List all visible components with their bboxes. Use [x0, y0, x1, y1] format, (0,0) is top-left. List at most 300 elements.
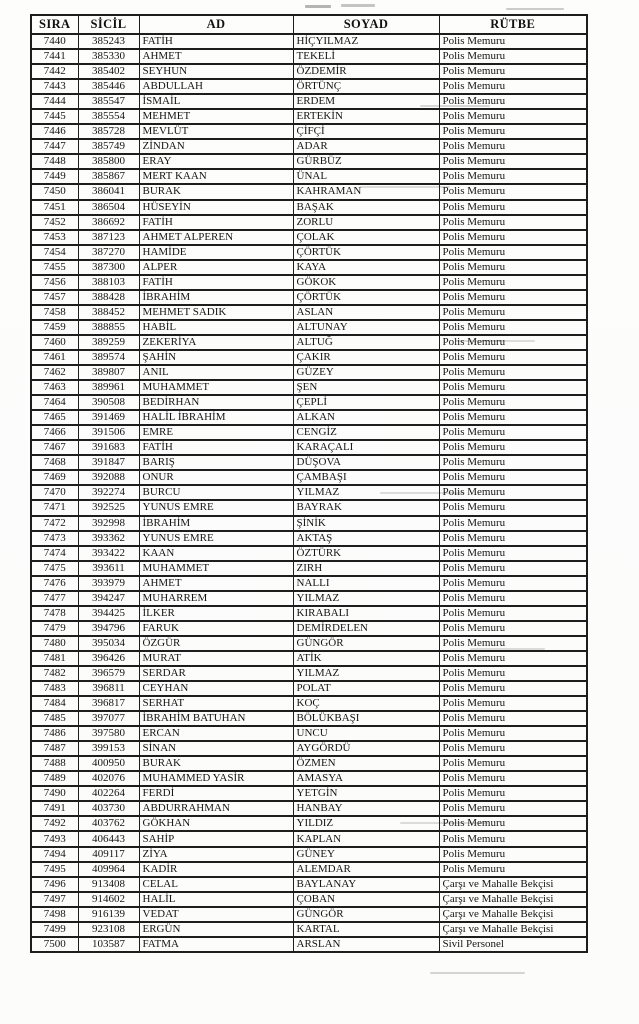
table-row — [31, 154, 587, 169]
sicil-cell: 387270 — [78, 245, 139, 260]
rutbe-cell: Polis Memuru — [439, 94, 587, 109]
soyad-cell: DÜŞOVA — [293, 455, 439, 470]
sira-cell: 7474 — [31, 546, 78, 561]
rutbe-cell: Polis Memuru — [439, 350, 587, 365]
sira-cell: 7441 — [31, 49, 78, 64]
sicil-cell: 396579 — [78, 666, 139, 681]
rutbe-cell: Çarşı ve Mahalle Bekçisi — [439, 907, 587, 922]
sira-cell: 7493 — [31, 831, 78, 846]
sira-cell: 7479 — [31, 621, 78, 636]
sicil-cell: 388855 — [78, 320, 139, 335]
rutbe-cell: Polis Memuru — [439, 154, 587, 169]
ad-cell: HAMİDE — [139, 245, 293, 260]
rutbe-cell: Polis Memuru — [439, 847, 587, 862]
rutbe-cell: Polis Memuru — [439, 666, 587, 681]
sicil-cell: 389807 — [78, 365, 139, 380]
table-row — [31, 335, 587, 350]
ad-cell: MURAT — [139, 651, 293, 666]
ad-cell: MUHAMMET — [139, 380, 293, 395]
column-header-sicil: SİCİL — [78, 15, 139, 34]
sicil-cell: 402264 — [78, 786, 139, 801]
soyad-cell: BÖLÜKBAŞI — [293, 711, 439, 726]
rutbe-cell: Polis Memuru — [439, 711, 587, 726]
ad-cell: CEYHAN — [139, 681, 293, 696]
sicil-cell: 403730 — [78, 801, 139, 816]
ad-cell: İSMAİL — [139, 94, 293, 109]
rutbe-cell: Polis Memuru — [439, 651, 587, 666]
sicil-cell: 385749 — [78, 139, 139, 154]
sira-cell: 7499 — [31, 922, 78, 937]
table-row — [31, 831, 587, 846]
sicil-cell: 397077 — [78, 711, 139, 726]
scan-artifact — [305, 5, 331, 8]
rutbe-cell: Polis Memuru — [439, 290, 587, 305]
soyad-cell: NALLI — [293, 576, 439, 591]
rutbe-cell: Polis Memuru — [439, 816, 587, 831]
table-row — [31, 79, 587, 94]
rutbe-cell: Polis Memuru — [439, 576, 587, 591]
sira-cell: 7495 — [31, 862, 78, 877]
sira-cell: 7456 — [31, 275, 78, 290]
table-row — [31, 741, 587, 756]
table-row — [31, 184, 587, 199]
ad-cell: ANIL — [139, 365, 293, 380]
scan-artifact — [506, 8, 564, 10]
rutbe-cell: Polis Memuru — [439, 395, 587, 410]
ad-cell: HÜSEYİN — [139, 200, 293, 215]
sicil-cell: 393422 — [78, 546, 139, 561]
rutbe-cell: Sivil Personel — [439, 937, 587, 952]
sicil-cell: 385330 — [78, 49, 139, 64]
sicil-cell: 396811 — [78, 681, 139, 696]
ad-cell: FATMA — [139, 937, 293, 952]
sicil-cell: 409964 — [78, 862, 139, 877]
sicil-cell: 392998 — [78, 516, 139, 531]
ad-cell: EMRE — [139, 425, 293, 440]
sicil-cell: 406443 — [78, 831, 139, 846]
soyad-cell: KOÇ — [293, 696, 439, 711]
ad-cell: AHMET — [139, 49, 293, 64]
rutbe-cell: Çarşı ve Mahalle Bekçisi — [439, 892, 587, 907]
rutbe-cell: Polis Memuru — [439, 260, 587, 275]
sicil-cell: 385554 — [78, 109, 139, 124]
soyad-cell: AYGÖRDÜ — [293, 741, 439, 756]
soyad-cell: ŞEN — [293, 380, 439, 395]
ad-cell: MUHAMMED YASİR — [139, 771, 293, 786]
sicil-cell: 394247 — [78, 591, 139, 606]
sira-cell: 7491 — [31, 801, 78, 816]
soyad-cell: BAYRAK — [293, 500, 439, 515]
sira-cell: 7475 — [31, 561, 78, 576]
sicil-cell: 399153 — [78, 741, 139, 756]
ad-cell: ŞAHİN — [139, 350, 293, 365]
table-row — [31, 621, 587, 636]
rutbe-cell: Polis Memuru — [439, 862, 587, 877]
rutbe-cell: Polis Memuru — [439, 410, 587, 425]
sicil-cell: 386041 — [78, 184, 139, 199]
soyad-cell: YILMAZ — [293, 485, 439, 500]
soyad-cell: ÖZDEMİR — [293, 64, 439, 79]
sira-cell: 7467 — [31, 440, 78, 455]
table-row — [31, 350, 587, 365]
soyad-cell: ARSLAN — [293, 937, 439, 952]
sicil-cell: 394425 — [78, 606, 139, 621]
soyad-cell: ALTUNAY — [293, 320, 439, 335]
ad-cell: MEVLÜT — [139, 124, 293, 139]
sira-cell: 7477 — [31, 591, 78, 606]
sicil-cell: 385402 — [78, 64, 139, 79]
rutbe-cell: Polis Memuru — [439, 380, 587, 395]
sira-cell: 7452 — [31, 215, 78, 230]
soyad-cell: KIRABALI — [293, 606, 439, 621]
soyad-cell: ÖRTÜNÇ — [293, 79, 439, 94]
sicil-cell: 393979 — [78, 576, 139, 591]
table-header-row — [31, 15, 587, 34]
sicil-cell: 385446 — [78, 79, 139, 94]
sicil-cell: 392274 — [78, 485, 139, 500]
rutbe-cell: Polis Memuru — [439, 561, 587, 576]
soyad-cell: ASLAN — [293, 305, 439, 320]
sicil-cell: 389259 — [78, 335, 139, 350]
ad-cell: SEYHUN — [139, 64, 293, 79]
ad-cell: AHMET — [139, 576, 293, 591]
soyad-cell: ÇEPLİ — [293, 395, 439, 410]
soyad-cell: YETGİN — [293, 786, 439, 801]
sira-cell: 7451 — [31, 200, 78, 215]
soyad-cell: GÜNGÖR — [293, 636, 439, 651]
ad-cell: ERCAN — [139, 726, 293, 741]
sira-cell: 7497 — [31, 892, 78, 907]
table-row — [31, 877, 587, 892]
soyad-cell: ÇİFÇİ — [293, 124, 439, 139]
rutbe-cell: Polis Memuru — [439, 591, 587, 606]
rutbe-cell: Polis Memuru — [439, 485, 587, 500]
table-row — [31, 64, 587, 79]
table-row — [31, 320, 587, 335]
sicil-cell: 913408 — [78, 877, 139, 892]
rutbe-cell: Polis Memuru — [439, 726, 587, 741]
soyad-cell: UNCU — [293, 726, 439, 741]
table-row — [31, 591, 587, 606]
table-row — [31, 862, 587, 877]
sira-cell: 7444 — [31, 94, 78, 109]
table-row — [31, 305, 587, 320]
table-row — [31, 124, 587, 139]
sira-cell: 7460 — [31, 335, 78, 350]
table-row — [31, 245, 587, 260]
sira-cell: 7454 — [31, 245, 78, 260]
ad-cell: FATİH — [139, 275, 293, 290]
ad-cell: ABDURRAHMAN — [139, 801, 293, 816]
ad-cell: ALPER — [139, 260, 293, 275]
ad-cell: ERAY — [139, 154, 293, 169]
sicil-cell: 391847 — [78, 455, 139, 470]
column-header-rutbe: RÜTBE — [439, 15, 587, 34]
table-row — [31, 34, 587, 49]
sira-cell: 7473 — [31, 531, 78, 546]
soyad-cell: HİÇYILMAZ — [293, 34, 439, 49]
rutbe-cell: Polis Memuru — [439, 470, 587, 485]
rutbe-cell: Polis Memuru — [439, 636, 587, 651]
table-row — [31, 215, 587, 230]
sira-cell: 7443 — [31, 79, 78, 94]
table-row — [31, 94, 587, 109]
ad-cell: SERHAT — [139, 696, 293, 711]
sira-cell: 7468 — [31, 455, 78, 470]
sira-cell: 7481 — [31, 651, 78, 666]
table-row — [31, 756, 587, 771]
sira-cell: 7465 — [31, 410, 78, 425]
soyad-cell: GÜZEY — [293, 365, 439, 380]
ad-cell: İLKER — [139, 606, 293, 621]
table-row — [31, 395, 587, 410]
table-row — [31, 531, 587, 546]
soyad-cell: ÜNAL — [293, 169, 439, 184]
rutbe-cell: Polis Memuru — [439, 275, 587, 290]
sicil-cell: 393611 — [78, 561, 139, 576]
sicil-cell: 388428 — [78, 290, 139, 305]
sicil-cell: 916139 — [78, 907, 139, 922]
table-row — [31, 681, 587, 696]
rutbe-cell: Polis Memuru — [439, 245, 587, 260]
sicil-cell: 409117 — [78, 847, 139, 862]
sicil-cell: 395034 — [78, 636, 139, 651]
sicil-cell: 385547 — [78, 94, 139, 109]
ad-cell: BEDİRHAN — [139, 395, 293, 410]
sira-cell: 7450 — [31, 184, 78, 199]
soyad-cell: KARTAL — [293, 922, 439, 937]
soyad-cell: CENGİZ — [293, 425, 439, 440]
soyad-cell: ÇAKIR — [293, 350, 439, 365]
rutbe-cell: Polis Memuru — [439, 531, 587, 546]
ad-cell: İBRAHİM — [139, 516, 293, 531]
soyad-cell: ÇÖRTÜK — [293, 245, 439, 260]
ad-cell: SİNAN — [139, 741, 293, 756]
ad-cell: FERDİ — [139, 786, 293, 801]
soyad-cell: GÜNEY — [293, 847, 439, 862]
table-row — [31, 440, 587, 455]
ad-cell: ONUR — [139, 470, 293, 485]
sira-cell: 7440 — [31, 34, 78, 49]
table-row — [31, 470, 587, 485]
table-row — [31, 651, 587, 666]
sicil-cell: 400950 — [78, 756, 139, 771]
table-row — [31, 711, 587, 726]
sira-cell: 7498 — [31, 907, 78, 922]
rutbe-cell: Polis Memuru — [439, 184, 587, 199]
rutbe-cell: Polis Memuru — [439, 365, 587, 380]
ad-cell: YUNUS EMRE — [139, 500, 293, 515]
table-row — [31, 290, 587, 305]
soyad-cell: ÇAMBAŞI — [293, 470, 439, 485]
sira-cell: 7476 — [31, 576, 78, 591]
rutbe-cell: Polis Memuru — [439, 200, 587, 215]
sira-cell: 7490 — [31, 786, 78, 801]
sicil-cell: 393362 — [78, 531, 139, 546]
soyad-cell: GÖKOK — [293, 275, 439, 290]
sira-cell: 7500 — [31, 937, 78, 952]
rutbe-cell: Polis Memuru — [439, 756, 587, 771]
table-row — [31, 907, 587, 922]
sicil-cell: 391469 — [78, 410, 139, 425]
sira-cell: 7463 — [31, 380, 78, 395]
soyad-cell: TEKELİ — [293, 49, 439, 64]
soyad-cell: KAYA — [293, 260, 439, 275]
sira-cell: 7459 — [31, 320, 78, 335]
sira-cell: 7464 — [31, 395, 78, 410]
soyad-cell: ALEMDAR — [293, 862, 439, 877]
ad-cell: MERT KAAN — [139, 169, 293, 184]
ad-cell: KAAN — [139, 546, 293, 561]
soyad-cell: ERDEM — [293, 94, 439, 109]
table-row — [31, 380, 587, 395]
rutbe-cell: Polis Memuru — [439, 455, 587, 470]
table-row — [31, 561, 587, 576]
sicil-cell: 388452 — [78, 305, 139, 320]
ad-cell: FATİH — [139, 34, 293, 49]
soyad-cell: KARAÇALI — [293, 440, 439, 455]
ad-cell: FARUK — [139, 621, 293, 636]
soyad-cell: ÖZTÜRK — [293, 546, 439, 561]
soyad-cell: POLAT — [293, 681, 439, 696]
table-row — [31, 485, 587, 500]
ad-cell: MUHARREM — [139, 591, 293, 606]
rutbe-cell: Polis Memuru — [439, 79, 587, 94]
sira-cell: 7461 — [31, 350, 78, 365]
rutbe-cell: Polis Memuru — [439, 741, 587, 756]
sira-cell: 7494 — [31, 847, 78, 862]
rutbe-cell: Polis Memuru — [439, 516, 587, 531]
sira-cell: 7488 — [31, 756, 78, 771]
rutbe-cell: Çarşı ve Mahalle Bekçisi — [439, 922, 587, 937]
rutbe-cell: Çarşı ve Mahalle Bekçisi — [439, 877, 587, 892]
sira-cell: 7496 — [31, 877, 78, 892]
table-row — [31, 696, 587, 711]
sira-cell: 7487 — [31, 741, 78, 756]
sicil-cell: 392525 — [78, 500, 139, 515]
ad-cell: ERGÜN — [139, 922, 293, 937]
sira-cell: 7462 — [31, 365, 78, 380]
table-row — [31, 500, 587, 515]
soyad-cell: ÇOLAK — [293, 230, 439, 245]
column-header-ad: AD — [139, 15, 293, 34]
rutbe-cell: Polis Memuru — [439, 606, 587, 621]
ad-cell: FATİH — [139, 215, 293, 230]
table-row — [31, 516, 587, 531]
sicil-cell: 387123 — [78, 230, 139, 245]
sira-cell: 7466 — [31, 425, 78, 440]
rutbe-cell: Polis Memuru — [439, 124, 587, 139]
table-row — [31, 726, 587, 741]
table-row — [31, 275, 587, 290]
table-row — [31, 410, 587, 425]
soyad-cell: YILMAZ — [293, 666, 439, 681]
rutbe-cell: Polis Memuru — [439, 320, 587, 335]
sira-cell: 7472 — [31, 516, 78, 531]
rutbe-cell: Polis Memuru — [439, 109, 587, 124]
rutbe-cell: Polis Memuru — [439, 801, 587, 816]
ad-cell: VEDAT — [139, 907, 293, 922]
column-header-sira: SIRA — [31, 15, 78, 34]
ad-cell: İBRAHİM — [139, 290, 293, 305]
sicil-cell: 914602 — [78, 892, 139, 907]
sira-cell: 7478 — [31, 606, 78, 621]
sira-cell: 7489 — [31, 771, 78, 786]
ad-cell: ABDULLAH — [139, 79, 293, 94]
soyad-cell: BAŞAK — [293, 200, 439, 215]
soyad-cell: ZORLU — [293, 215, 439, 230]
table-row — [31, 109, 587, 124]
sira-cell: 7486 — [31, 726, 78, 741]
table-row — [31, 937, 587, 952]
personnel-table — [30, 14, 588, 953]
ad-cell: BARIŞ — [139, 455, 293, 470]
sicil-cell: 390508 — [78, 395, 139, 410]
sira-cell: 7482 — [31, 666, 78, 681]
sicil-cell: 386692 — [78, 215, 139, 230]
sicil-cell: 389961 — [78, 380, 139, 395]
ad-cell: MUHAMMET — [139, 561, 293, 576]
ad-cell: GÖKHAN — [139, 816, 293, 831]
soyad-cell: YILDIZ — [293, 816, 439, 831]
table-row — [31, 425, 587, 440]
table-row — [31, 666, 587, 681]
table-row — [31, 546, 587, 561]
table-row — [31, 139, 587, 154]
soyad-cell: ÇOBAN — [293, 892, 439, 907]
sira-cell: 7455 — [31, 260, 78, 275]
table-row — [31, 606, 587, 621]
sira-cell: 7480 — [31, 636, 78, 651]
table-row — [31, 169, 587, 184]
table-row — [31, 200, 587, 215]
sicil-cell: 397580 — [78, 726, 139, 741]
soyad-cell: ATİK — [293, 651, 439, 666]
ad-cell: ÖZGÜR — [139, 636, 293, 651]
sicil-cell: 103587 — [78, 937, 139, 952]
ad-cell: ZİYA — [139, 847, 293, 862]
rutbe-cell: Polis Memuru — [439, 771, 587, 786]
table-row — [31, 455, 587, 470]
sicil-cell: 385243 — [78, 34, 139, 49]
rutbe-cell: Polis Memuru — [439, 169, 587, 184]
rutbe-cell: Polis Memuru — [439, 621, 587, 636]
ad-cell: İBRAHİM BATUHAN — [139, 711, 293, 726]
soyad-cell: BAYLANAY — [293, 877, 439, 892]
sira-cell: 7453 — [31, 230, 78, 245]
sicil-cell: 387300 — [78, 260, 139, 275]
ad-cell: ZEKERİYA — [139, 335, 293, 350]
table-row — [31, 816, 587, 831]
sira-cell: 7483 — [31, 681, 78, 696]
sira-cell: 7449 — [31, 169, 78, 184]
sira-cell: 7447 — [31, 139, 78, 154]
sicil-cell: 392088 — [78, 470, 139, 485]
soyad-cell: DEMİRDELEN — [293, 621, 439, 636]
table-row — [31, 786, 587, 801]
soyad-cell: YILMAZ — [293, 591, 439, 606]
ad-cell: BURAK — [139, 756, 293, 771]
table-row — [31, 892, 587, 907]
sira-cell: 7492 — [31, 816, 78, 831]
sira-cell: 7471 — [31, 500, 78, 515]
soyad-cell: ALKAN — [293, 410, 439, 425]
rutbe-cell: Polis Memuru — [439, 230, 587, 245]
soyad-cell: KAPLAN — [293, 831, 439, 846]
rutbe-cell: Polis Memuru — [439, 696, 587, 711]
rutbe-cell: Polis Memuru — [439, 425, 587, 440]
ad-cell: MEHMET — [139, 109, 293, 124]
